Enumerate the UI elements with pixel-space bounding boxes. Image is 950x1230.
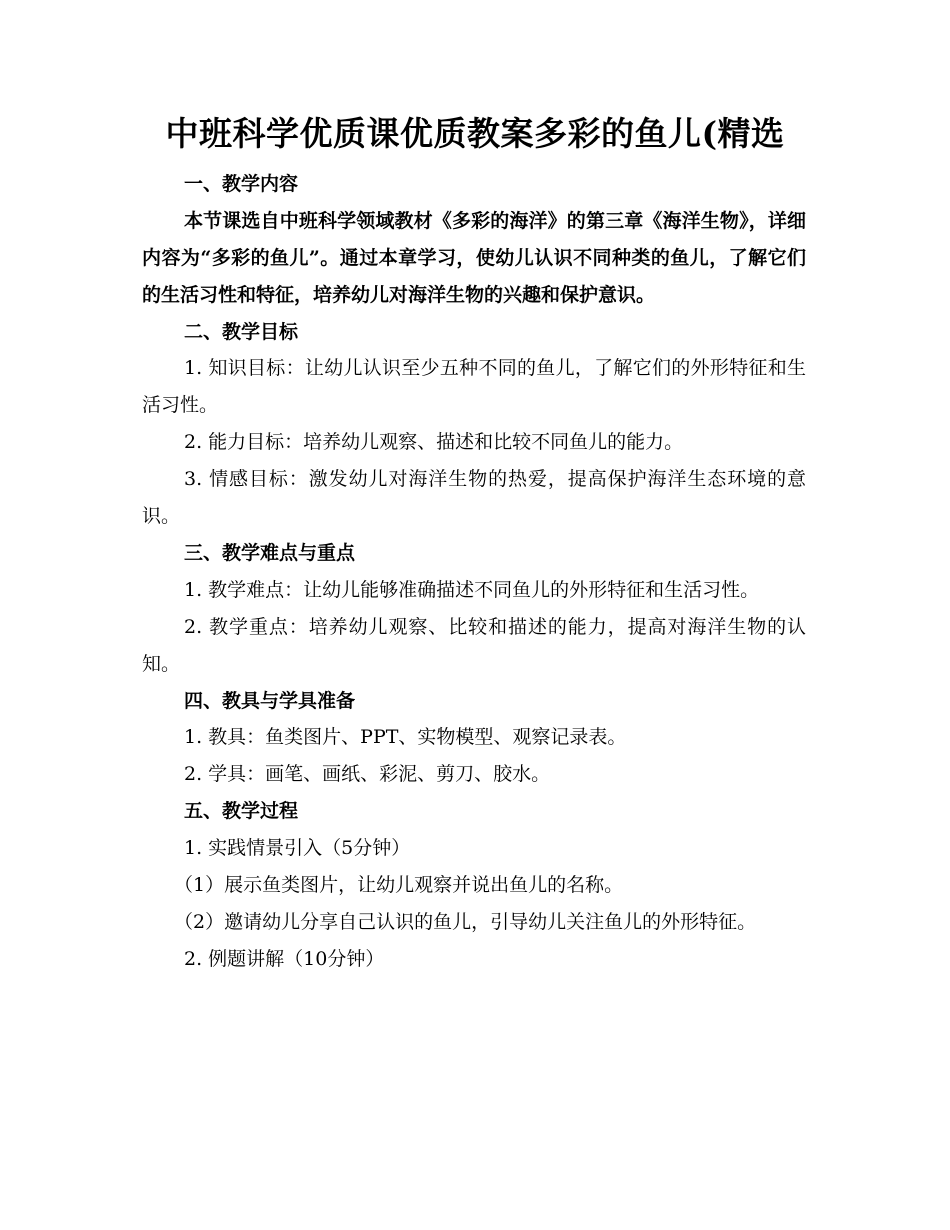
section-heading-content: 一、教学内容	[184, 173, 299, 195]
document-title: 中班科学优质课优质教案多彩的鱼儿(精选	[165, 114, 785, 153]
key-point-item: 2. 教学重点：培养幼儿观察、比较和描述的能力，提高对海洋生物的认知。	[142, 615, 806, 675]
objective-emotion: 3. 情感目标：激发幼儿对海洋生物的热爱，提高保护海洋生态环境的意识。	[142, 468, 806, 527]
section-heading-materials: 四、教具与学具准备	[184, 689, 356, 712]
teaching-aids-item: 1. 教具：鱼类图片、PPT、实物模型、观察记录表。	[184, 726, 627, 748]
process-substep-2: （2）邀请幼儿分享自己认识的鱼儿，引导幼儿关注鱼儿的外形特征。	[174, 910, 757, 933]
document-body	[142, 166, 806, 978]
process-step-intro: 1. 实践情景引入（5分钟）	[184, 836, 411, 859]
process-step-examples: 2. 例题讲解（10分钟）	[184, 947, 385, 970]
difficulty-item: 1. 教学难点：让幼儿能够准确描述不同鱼儿的外形特征和生活习性。	[184, 578, 760, 601]
objective-knowledge: 1. 知识目标：让幼儿认识至少五种不同的鱼儿，了解它们的外形特征和生活习性。	[142, 357, 806, 416]
process-substep-1: （1）展示鱼类图片，让幼儿观察并说出鱼儿的名称。	[174, 873, 624, 896]
learning-tools-item: 2. 学具：画笔、画纸、彩泥、剪刀、胶水。	[184, 763, 551, 785]
section-heading-difficulties: 三、教学难点与重点	[184, 542, 356, 564]
objective-ability: 2. 能力目标：培养幼儿观察、描述和比较不同鱼儿的能力。	[184, 431, 684, 453]
content-paragraph: 本节课选自中班科学领域教材《多彩的海洋》的第三章《海洋生物》，详细内容为“多彩的鱼儿”。通过本章学习，使幼儿认识不同种类的鱼儿，了解它们的生活习性和特征，培养幼儿对海洋生物的兴趣和保护意识。	[142, 209, 806, 306]
section-heading-process: 五、教学过程	[184, 800, 299, 822]
section-heading-objectives: 二、教学目标	[184, 320, 299, 343]
